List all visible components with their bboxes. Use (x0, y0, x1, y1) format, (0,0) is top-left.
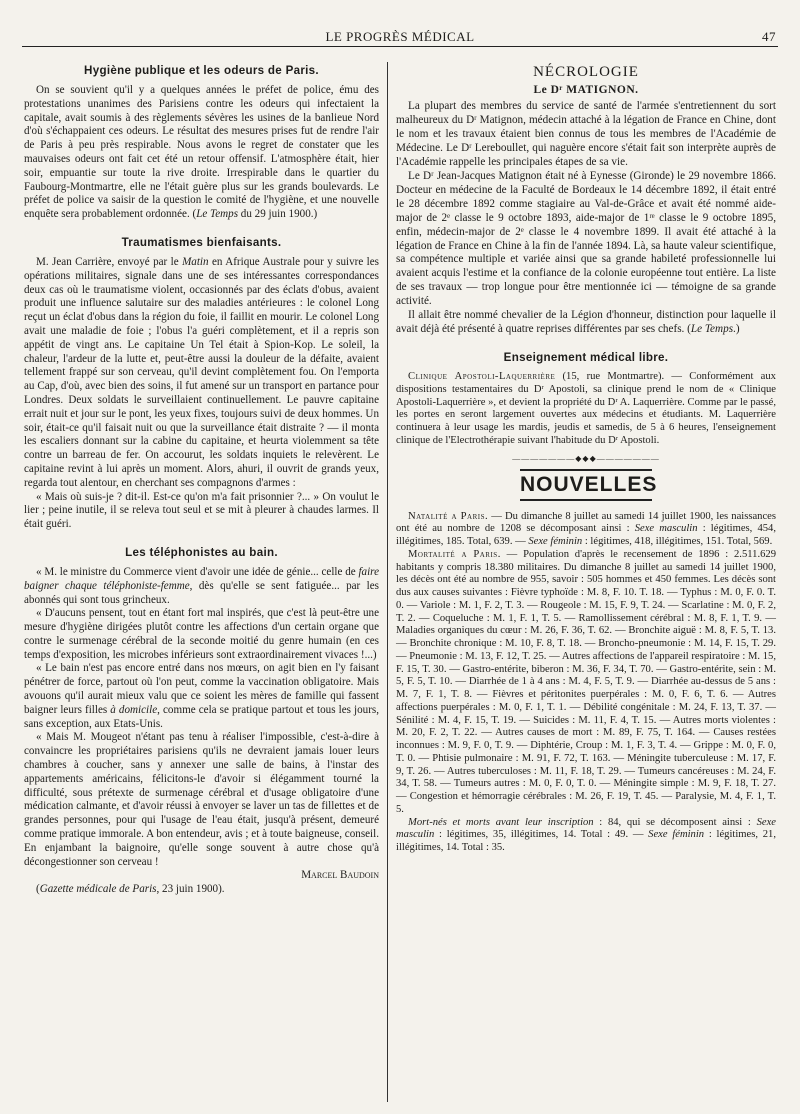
signature: Marcel Baudoin (301, 869, 379, 882)
article-hygiene (24, 64, 379, 222)
column-divider (387, 62, 388, 1102)
article-body: « D'aucuns pensent, tout en étant fort mal inspirés, que c'est là peut-être une mesure d'hygiène dirigées plutôt contre les affections d'un certain organe que contre le surmenage cérébral de la seconde moitié du genre humain (en ces temps d'exposition, les microbes inférieurs sont extraordinairement vivaces !...) (24, 607, 379, 661)
source-line: (Gazette médicale de Paris, 23 juin 1900). (36, 883, 225, 896)
section-nouvelles (396, 469, 776, 855)
article-telephonistes (24, 546, 379, 897)
article-body: « M. le ministre du Commerce vient d'avoir une idée de génie... celle de faire baigner chaque téléphoniste-femme, dès qu'elle se sent fatiguée... par les abonnés qui sont tous grincheux. (24, 565, 379, 606)
right-column (396, 64, 776, 855)
running-head: LE PROGRÈS MÉDICAL (325, 29, 475, 44)
section-necrologie (396, 64, 776, 337)
source-date: du 29 juin 1900.) (238, 208, 318, 221)
left-column (24, 64, 379, 897)
section-title: NOUVELLES (520, 469, 652, 501)
journal-name: Matin (182, 255, 209, 268)
article-body: Le Dʳ Jean-Jacques Matignon était né à Eynesse (Gironde) le 29 novembre 1866. Docteur en médecine de la Faculté de Bordeaux le 14 décembre 1892, il était entré le 28 décembre 1892 comme stagiaire au Val-de-Grâce et avait été nommé aide-major de 2ᵉ classe le 9 octobre 1893, aide-major de 1ʳᵉ classe le 9 octobre 1895, enfin, médecin-major de 2ᵉ classe le 4 novembre 1899. Il avait été attaché à la légation de France en Chine à la fin de l'année 1894. Là, sa haute valeur scientifique, sa compétence multiple et variée ainsi que sa grande habileté professionnelle lui avaient acquis l'estime et la confiance de la colonie européenne tout entière. La liste de ses travaux — trop longue pour être mentionnée ici — témoigne de sa grande activité. (396, 169, 776, 308)
article-body: « Le bain n'est pas encore entré dans nos mœurs, on agit bien en l'y faisant pénétrer de force, partout où l'on peut, comme la vaccination obligatoire. Mais avouons qu'il aurait mieux valu que ce soient les mères de famille qui fassent baigner leurs filles à domicile, comme cela se pratique partout et tous les jours, sans exception, aux Etats-Unis. (24, 662, 379, 730)
article-title: Les téléphonistes au bain. (125, 545, 278, 559)
source-title: Le Temps (196, 208, 239, 221)
ornament-rule: ———————◆◆◆——————— (512, 453, 660, 463)
morts-nes-paragraph: Mort-nés et morts avant leur inscription : 84, qui se décomposent ainsi : Sexe masculin : légitimes, 35, illégitimes, 14. Total : 49. — Sexe féminin : légitimes, 21, illégitimes, 14. Total : 35. (396, 816, 776, 854)
article-title: Hygiène publique et les odeurs de Paris. (84, 64, 319, 77)
article-title: Enseignement médical libre. (503, 351, 669, 365)
mortalite-paragraph: Mortalité a Paris. — Population d'après le recensement de 1896 : 2.511.629 habitants y compris 18.380 militaires. Du dimanche 8 juillet au samedi 14 juillet 1900, les décès ont été au nombre de 955, savoir : 505 hommes et 450 femmes. Les décès sont dus aux causes suivantes : Fièvre typhoïde : M. 8, F. 10. T. 18. — Typhus : M. 0, F. 0. T. 0. — Variole : M. 1, F. 2, T. 3. — Rougeole : M. 15, F. 9, T. 24. — Scarlatine : M. 0, F. 2, T. 2. — Coqueluche : M. 1, F. 1, T. 5. — Ramollissement cérébral : M. 8, F. 1, T. 9. — Maladies organiques du cœur : M. 26, F. 36, T. 62. — Bronchite aiguë : M. 8, F. 5, T. 13. — Bronchite chronique : M. 10, F. 8, T. 18. — Broncho-pneumonie : M. 14, F. 15, T. 29. — Pneumonie : M. 13, F. 12, T. 25. — Autres affections de l'appareil respiratoire : M. 15, F. 15, T. 30. — Gastro-entérite, biberon : M. 36, F. 34, T. 70. — Gastro-entérite, sein : M. 5, F. 5, T. 10. — Diarrhée de 1 à 4 ans : M. 4, F. 5, T. 9. — Diarrhée au-dessus de 5 ans : M. 7, F. 1, T. 8. — Fièvres et péritonites puerpérales : M. 0, F. 6, T. 6. — Autres affections puerpérales : M. 0, F. 1, T. 1. — Débilité congénitale : M. 24, F. 13, T. 37. — Sénilité : M. 4, F. 15, T. 19. — Suicides : M. 11, F. 4, T. 15. — Autres morts violentes : M. 20, F. 2, T. 22. — Autres causes de mort : M. 89, F. 75, T. 164. — Causes restées inconnues : M. 9, F. 0, T. 9. — Diphtérie, Croup : M. 1, F. 3, T. 4. — Grippe : M. 0, F. 0, T. 0. — Phtisie pulmonaire : M. 91, F. 72, T. 163. — Méningite tuberculeuse : M. 17, F. 9, T. 26. — Autres tuberculoses : M. 11, F. 18, T. 29. — Tumeurs cancéreuses : M. 24, F. 34, T. 58. — Tumeurs autres : M. 0, F. 0, T. 0. — Méningite simple : M. 9, F. 18, T. 27. — Congestion et hémorragie cérébrales : M. 26, F. 19, T. 45. — Paralysie, M. 4, F. 1, T. 5. (396, 548, 776, 815)
source-date: , 23 juin 1900). (156, 883, 225, 896)
page-number: 47 (762, 29, 776, 44)
natalite-paragraph: Natalité a Paris. — Du dimanche 8 juillet au samedi 14 juillet 1900, les naissances ont été au nombre de 1208 se décomposant ainsi : Sexe masculin : légitimes, 454, illégitimes, 185. Total, 639. — Sexe féminin : légitimes, 418, illégitimes, 151. Total, 569. (396, 510, 776, 548)
article-enseignement (396, 351, 776, 448)
article-body: Clinique Apostoli-Laquerrière (15, rue Montmartre). — Conformément aux dispositions testamentaires du Dʳ Apostoli, sa clinique prend le nom de « Clinique Apostoli-Laquerrière », et devient la propriété du Dʳ A. Laquerrière. Comme par le passé, les portes en seront largement ouvertes aux médecins et étudiants. M. Laquerrière continuera à leur usage les mardis, jeudis et samedis, de 5 à 6 heures, l'enseignement clinique de l'Electrothérapie suivant l'habitude du Dʳ Apostoli. (396, 371, 776, 446)
source-title: Gazette médicale de Paris (39, 883, 157, 896)
obituary-name: Le Dʳ MATIGNON. (533, 84, 639, 96)
article-title: Traumatismes bienfaisants. (121, 235, 282, 249)
section-title: NÉCROLOGIE (533, 64, 639, 80)
article-body: On se souvient qu'il y a quelques années le préfet de police, ému des protestations unanimes des Parisiens contre les odeurs qui infectaient la capitale, avait soumis à des règlements sévères les usines de la banlieue Nord d'où s'échappaient ces odeurs. Le résultat des mesures prises fut de rendre l'air de Paris à peu près respirable. Nous avons le regret de constater que les mauvaises odeurs ont fait cet été un retour offensif. L'atmosphère était, hier soir, empuantie sur toute la rive droite. Irrespirable dans le quartier du Faubourg-Montmartre, elle ne l'était guère plus sur les grands boulevards. Le préfet de police va saisir de la question le comité de l'hygiène, et une nouvelle enquête sera probablement ordonnée. (Le Temps du 29 juin 1900.) (24, 84, 379, 221)
article-body: M. Jean Carrière, envoyé par le Matin en Afrique Australe pour y suivre les opérations militaires, signale dans une de ses intéressantes correspondances deux cas où le traumatisme violent, occasionnés par des éclats d'obus, avaient produit une influence salutaire sur des maladies antérieures : le colonel Long reçut un éclat d'obus dans la région du foie, il faillit en mourir. Le colonel Long avait une maladie de foie ; l'obus l'a guéri complètement, et il a repris son appétit de vingt ans. Le capitaine Un Tel était à Spion-Kop. Le soleil, la chaleur, l'ardeur de la lutte et, peut-être aussi la douleur de la défaite, avaient tellement frappé sur son cerveau, qu'il devint complètement fou. On l'emporta au Cap, d'où, avec bien des soins, il fut amené sur un transport en partance pour Londres. Deux soldats le surveillaient continuellement. Le pauvre capitaine errait nuit et jour sur le pont, les yeux fixes, toujours suivi de deux hommes. Un soir, était-ce qu'il faisait nuit ou que la surveillance était distraite ? — il monta les escaliers donnant sur la cabine du capitaine, et heurta violemment sa tête contre un barreau de fer. On accourut, les soldats inquiets le relevèrent. Le capitaine revint à lui après un moment. Alors, ahuri, il ouvrit de grands yeux, regarda tout alentour, en cherchant ses compagnons d'armes : (24, 255, 379, 489)
article-body: « Mais M. Mougeot n'étant pas tenu à réaliser l'impossible, c'est-à-dire à convaincre les propriétaires parisiens qu'ils ne devraient jamais louer leurs chambres à coucher, sans y annexer une salle de bains, à l'instar des appartements américains, félicitons-le d'avoir si élégamment tourné la difficulté, sous prétexte de surmenage cérébral et d'usage obligatoire d'une médication calmante, et d'avoir réussi à envoyer se laver un tas de fillettes et de grandes personnes, pour qui l'usage de l'eau était, jusqu'à présent, demeuré comme pratique immorale. A bon entendeur, avis ; et à toute baigneuse, conseil. En enjambant la baignoire, qu'elle songe souvent à autre chose qu'à décongestionner son cerveau ! (24, 731, 379, 868)
article-body: Il allait être nommé chevalier de la Légion d'honneur, distinction pour laquelle il avait déjà été présenté à quatre reprises différentes par ses chefs. (Le Temps.) (396, 309, 776, 336)
article-body: « Mais où suis-je ? dit-il. Est-ce qu'on m'a fait prisonnier ?... » On voulut le lier ; peine inutile, il se releva tout seul et se mit à pleurer à chaudes larmes. Il était guéri. (24, 490, 379, 531)
page-header (22, 26, 778, 47)
article-traumatismes (24, 236, 379, 532)
article-body: La plupart des membres du service de santé de l'armée s'entretiennent du sort malheureux du Dʳ Matignon, médecin attaché à la légation de France en Chine, dont le nom et les travaux étaient bien connus de tous les membres de l'Académie de Médecine. Le Dʳ Lereboullet, qui naguère encore s'était fait son interprète auprès de l'Académie rappelle les principales étapes de sa vie. (396, 100, 776, 168)
